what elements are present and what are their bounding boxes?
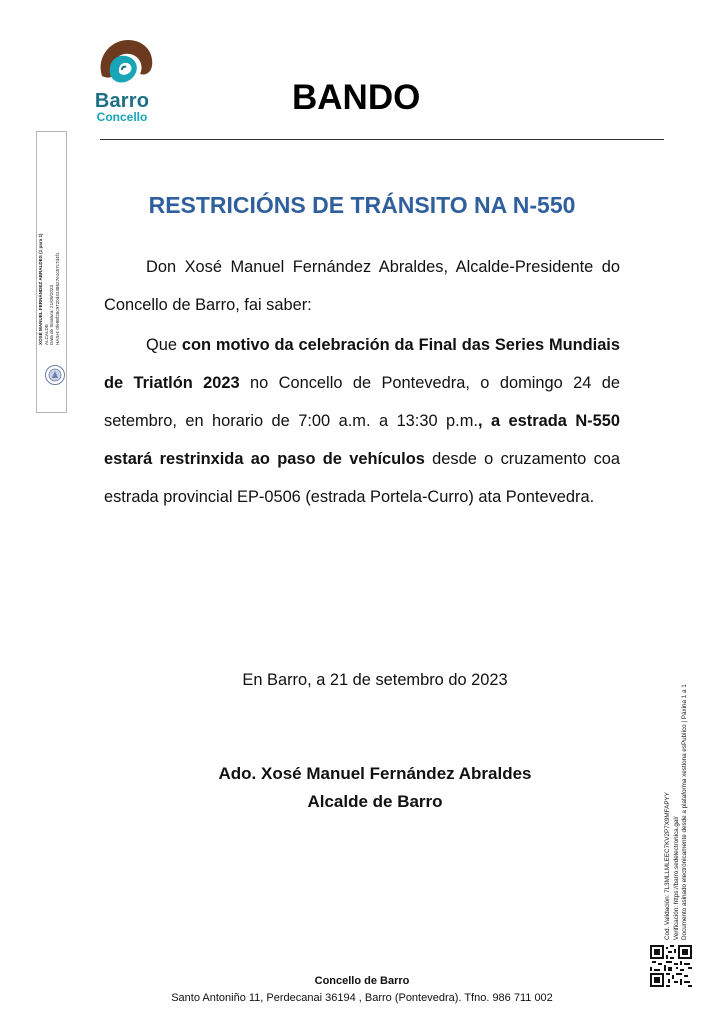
body-text-3: desde o cruzamento coa estrada provincial EP-0506 (estrada Portela-Curro) ata Pontevedra. xyxy=(104,450,620,506)
barro-logo-emblem-icon xyxy=(94,36,156,92)
signature-date: Data de Sinatura: 21/09/2023 xyxy=(49,284,55,345)
header-divider xyxy=(100,139,664,140)
signer-role: Alcalde de Barro xyxy=(307,792,443,811)
body-paragraph xyxy=(104,326,620,516)
official-seal-icon xyxy=(44,364,66,386)
footer-address: Santo Antoniño 11, Perdecanai 36194 , Barro (Pontevedra). Tfno. 986 711 002 xyxy=(171,992,553,1004)
concello-logo xyxy=(88,36,164,128)
signature-hash: HASH: 0fe98f28c9720d4248627e1c87c7d4f1 xyxy=(54,252,60,345)
body-text-2: no Concello de Pontevedra, o domingo 24 de setembro, en horario de 7:00 a.m. a 13:30 p.m. xyxy=(104,374,620,430)
body-bold-1: con motivo da celebración da Final das Series Mundiais de Triatlón 2023 xyxy=(104,336,620,392)
logo-name: Barro xyxy=(94,90,150,112)
signer-stamp-name: XOSÉ MANUEL FERNÁNDEZ ABRALDES (1 para 1) xyxy=(38,233,43,345)
intro-text: Don Xosé Manuel Fernández Abraldes, Alcalde-Presidente do Concello de Barro, fai saber: xyxy=(104,258,620,314)
document-title: BANDO xyxy=(292,78,421,117)
intro-paragraph xyxy=(104,248,620,324)
electronic-signature-note: Documento asinado electrónicamente desde a plataforma xestiona esPublico | Páxina 1 a 1 xyxy=(681,684,689,940)
body-text-1: Que xyxy=(146,336,182,354)
signer-name: Ado. Xosé Manuel Fernández Abraldes xyxy=(218,764,532,783)
body-bold-2: , a estrada N-550 estará restrinxida ao paso de vehículos xyxy=(104,412,620,468)
logo-subtitle: Concello xyxy=(96,110,148,124)
validation-code: Cod. Validación: 7L3MLLMLEEC7KV2P7X9MFAPYY xyxy=(664,792,671,940)
verification-strip xyxy=(664,640,698,940)
verification-url[interactable]: Verificación: https://barro.sedelectronica.gal/ xyxy=(672,816,680,940)
signer-stamp-role: ALCALDE xyxy=(43,324,49,345)
footer-organization: Concello de Barro xyxy=(314,975,410,987)
place-date: En Barro, a 21 de setembro do 2023 xyxy=(242,671,508,689)
document-subject: RESTRICIÓNS DE TRÁNSITO NA N-550 xyxy=(148,192,576,218)
